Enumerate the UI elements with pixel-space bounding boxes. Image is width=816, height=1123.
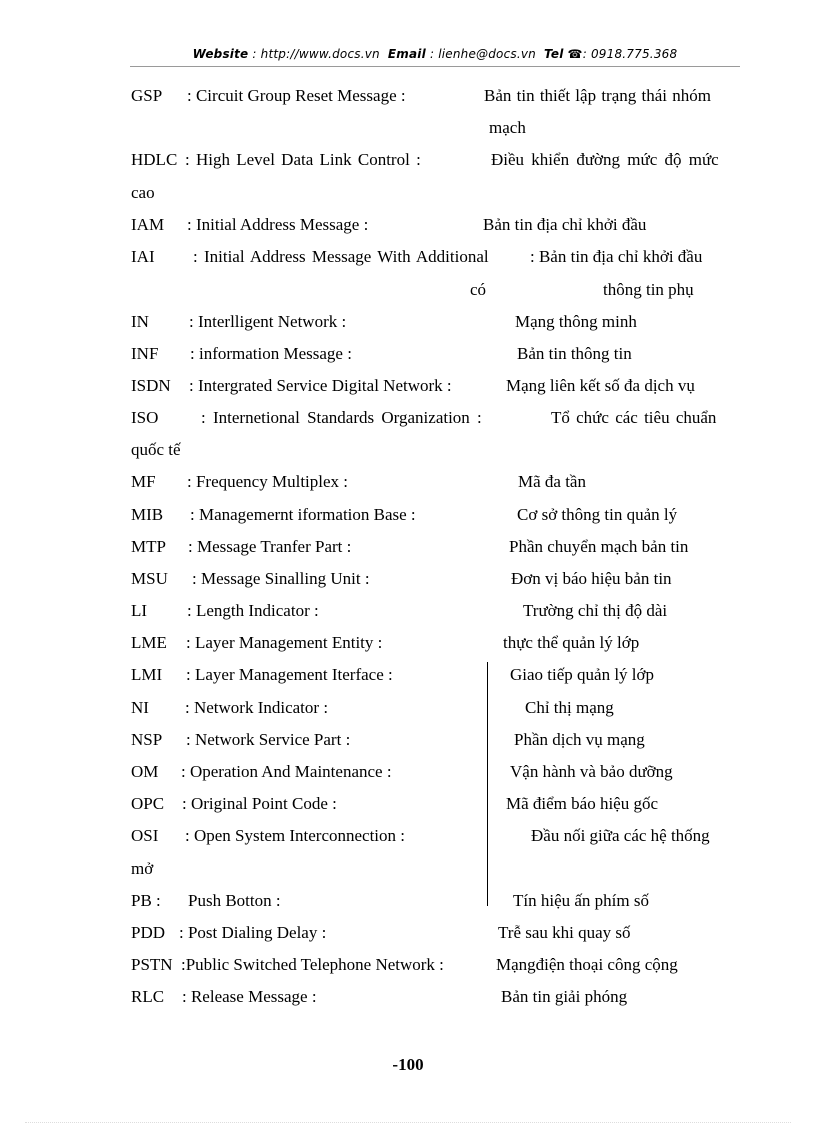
row-opc-abbr: OPC: [131, 794, 165, 813]
row-gsp-meaning: Bản tin thiết lập trạng thái nhóm: [484, 86, 711, 105]
row-rlc-meaning: Bản tin giải phóng: [501, 987, 628, 1006]
email-label: Email: [387, 47, 426, 61]
website-value: : http://www.docs.vn: [252, 47, 380, 61]
page-header: [130, 47, 740, 61]
row-iam-term: : Initial Address Message :: [187, 215, 369, 234]
row-iso-term: : Internetional Standards Organization :: [201, 408, 482, 427]
row-om-term: : Operation And Maintenance :: [181, 762, 392, 781]
email-value: : lienhe@docs.vn: [429, 47, 536, 61]
telephone-icon: ☎: [567, 47, 583, 61]
website-label: Website: [192, 47, 249, 61]
row-osi-abbr: OSI: [131, 826, 159, 845]
row-osi-cont: mở: [131, 859, 154, 878]
row-isdn-meaning: Mạng liên kết số đa dịch vụ: [506, 376, 695, 395]
row-inf-abbr: INF: [131, 344, 159, 363]
row-iso-abbr: ISO: [131, 408, 159, 427]
row-lmi-abbr: LMI: [131, 665, 163, 684]
row-om-meaning: Vận hành và bảo dưỡng: [510, 762, 673, 781]
row-opc-meaning: Mã điểm báo hiệu gốc: [506, 794, 659, 813]
row-ni-term: : Network Indicator :: [185, 698, 329, 717]
row-iso-meaning: Tổ chức các tiêu chuẩn: [551, 408, 717, 427]
row-hdlc-abbr: HDLC: [131, 150, 178, 169]
row-pb-meaning: Tín hiệu ấn phím số: [513, 891, 649, 910]
row-pstn-abbr: PSTN: [131, 955, 173, 974]
row-iai-term: : Initial Address Message With Additional: [193, 247, 489, 266]
row-iai-cont: có: [470, 280, 487, 299]
row-lme-meaning: thực thể quản lý lớp: [503, 633, 640, 652]
row-isdn-term: : Intergrated Service Digital Network :: [189, 376, 452, 395]
row-iai-abbr: IAI: [131, 247, 155, 266]
row-mf-term: : Frequency Multiplex :: [187, 472, 349, 491]
row-pstn-term: :Public Switched Telephone Network :: [181, 955, 444, 974]
row-in-term: : Interlligent Network :: [189, 312, 347, 331]
row-iso-cont: quốc tế: [131, 440, 181, 459]
row-opc-term: : Original Point Code :: [182, 794, 337, 813]
row-pb-abbr: PB :: [131, 891, 161, 910]
row-mf-meaning: Mã đa tần: [518, 472, 586, 491]
row-hdlc-term: : High Level Data Link Control :: [185, 150, 421, 169]
row-in-abbr: IN: [131, 312, 149, 331]
row-om-abbr: OM: [131, 762, 159, 781]
row-li-abbr: LI: [131, 601, 148, 620]
row-gsp-term: : Circuit Group Reset Message :: [187, 86, 406, 105]
row-lme-term: : Layer Management Entity :: [186, 633, 383, 652]
row-osi-meaning: Đầu nối giữa các hệ thống: [531, 826, 710, 845]
row-iai-cont2: thông tin phụ: [603, 280, 694, 299]
page-number: -100: [392, 1055, 424, 1074]
row-rlc-term: : Release Message :: [182, 987, 317, 1006]
row-mtp-abbr: MTP: [131, 537, 166, 556]
row-inf-term: : information Message :: [190, 344, 352, 363]
row-lmi-term: : Layer Management Iterface :: [186, 665, 393, 684]
row-ni-meaning: Chỉ thị mạng: [525, 698, 614, 717]
row-nsp-meaning: Phần dịch vụ mạng: [514, 730, 645, 749]
tel-label: Tel: [544, 47, 564, 61]
row-li-term: : Length Indicator :: [187, 601, 319, 620]
vertical-rule: [487, 662, 488, 906]
row-nsp-term: : Network Service Part :: [186, 730, 351, 749]
row-inf-meaning: Bản tin thông tin: [517, 344, 632, 363]
row-iai-meaning: : Bản tin địa chỉ khởi đầu: [530, 247, 703, 266]
row-msu-meaning: Đơn vị báo hiệu bản tin: [511, 569, 672, 588]
row-ni-abbr: NI: [131, 698, 149, 717]
row-mtp-meaning: Phần chuyển mạch bản tin: [509, 537, 689, 556]
row-gsp-cont: mạch: [489, 118, 526, 137]
abbr: GSP: [131, 86, 163, 105]
row-iam-abbr: IAM: [131, 215, 165, 234]
row-mib-term: : Managemernt iformation Base :: [190, 505, 416, 524]
row-pb-term: Push Botton :: [188, 891, 281, 910]
row-pstn-meaning: Mạngđiện thoại công cộng: [496, 955, 678, 974]
row-hdlc-meaning: Điều khiển đường mức độ mức: [491, 150, 719, 169]
row-msu-abbr: MSU: [131, 569, 168, 588]
row-gsp: [131, 86, 162, 106]
row-mib-abbr: MIB: [131, 505, 164, 524]
row-hdlc-cont: cao: [131, 183, 155, 202]
row-in-meaning: Mạng thông minh: [515, 312, 637, 331]
row-pdd-abbr: PDD: [131, 923, 166, 942]
row-lme-abbr: LME: [131, 633, 167, 652]
row-msu-term: : Message Sinalling Unit :: [192, 569, 370, 588]
row-pdd-meaning: Trễ sau khi quay số: [498, 923, 631, 942]
row-iam-meaning: Bản tin địa chỉ khởi đầu: [483, 215, 647, 234]
tel-value: : 0918.775.368: [582, 47, 678, 61]
row-rlc-abbr: RLC: [131, 987, 165, 1006]
row-mtp-term: : Message Tranfer Part :: [188, 537, 352, 556]
row-nsp-abbr: NSP: [131, 730, 163, 749]
row-mib-meaning: Cơ sở thông tin quản lý: [517, 505, 678, 524]
row-pdd-term: : Post Dialing Delay :: [179, 923, 327, 942]
row-lmi-meaning: Giao tiếp quản lý lớp: [510, 665, 655, 684]
header-divider: [130, 66, 740, 67]
row-isdn-abbr: ISDN: [131, 376, 171, 395]
row-mf-abbr: MF: [131, 472, 156, 491]
row-osi-term: : Open System Interconnection :: [185, 826, 406, 845]
row-li-meaning: Trường chỉ thị độ dài: [523, 601, 668, 620]
